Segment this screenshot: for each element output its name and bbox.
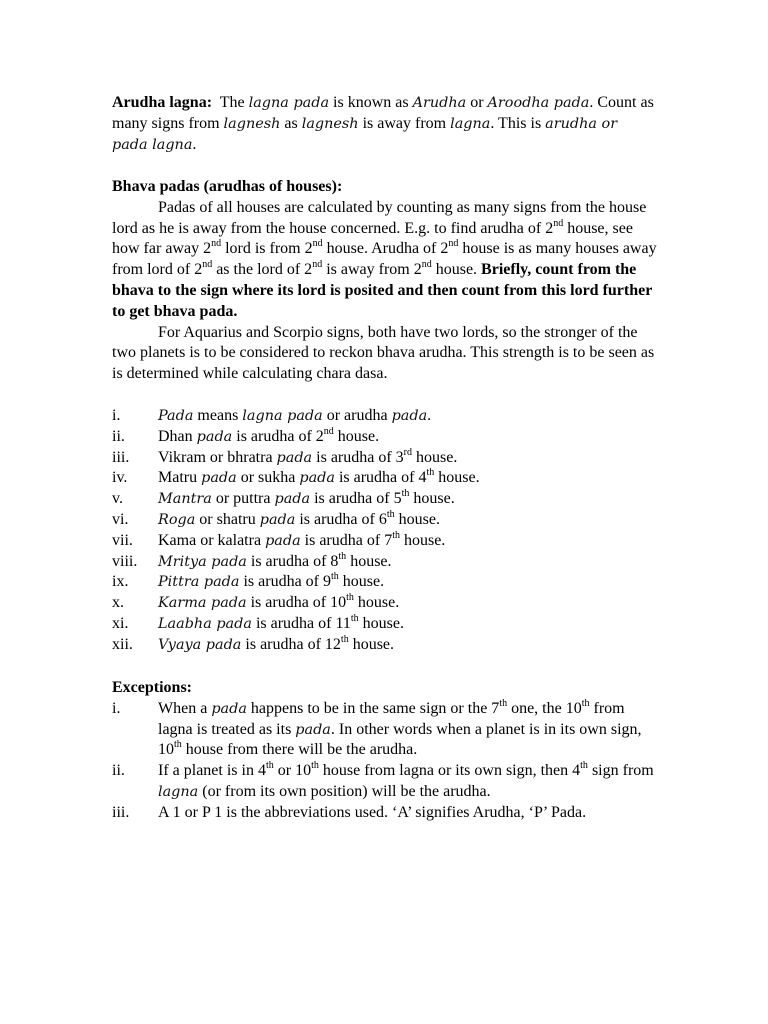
bhava-padas-heading: Bhava padas (arudhas of houses): [112,178,343,195]
list-number: iii. [112,803,130,821]
list-number: viii. [112,552,138,570]
text: is arudha of 12 [241,635,341,653]
pada-list-item [112,406,657,427]
italic-term: lagna [158,783,199,800]
text: one, the 10 [507,699,582,717]
text: sign from [587,762,654,780]
text: . This is [490,114,542,132]
list-number: xi. [112,614,129,632]
text: is arudha of 3 [312,448,404,466]
italic-term: lagnesh [223,115,281,132]
text: or shatru [195,510,260,528]
bhava-padas-summary: Briefly, count from the bhava to the sign where its lord is posited and then count from this lord further to get bhava pada. [112,261,653,320]
text: Matru [158,469,202,487]
text: When a [158,699,212,717]
text: is arudha of 10 [246,594,347,612]
superscript: nd [312,238,323,250]
italic-term: pada [295,721,331,738]
italic-term: Karma pada [158,595,247,612]
text: house. Arudha of 2 [322,240,449,258]
superscript: th [392,529,400,541]
list-number: vi. [112,510,129,528]
exceptions-section [112,678,657,824]
italic-term: pada [259,511,296,528]
italic-term: pada [274,491,311,508]
text: as [284,114,298,132]
exception-item [112,803,657,824]
text: or arudha [322,407,392,424]
superscript: th [340,633,349,645]
list-number: i. [112,699,121,717]
pada-list-item [112,593,657,614]
italic-term: Mritya pada [158,553,247,570]
italic-term: Pittra pada [158,574,240,591]
text: house. [412,448,458,466]
text: as the lord of 2 [212,261,313,279]
superscript: th [401,488,410,500]
pada-list-item [112,635,657,656]
text: happens to be in the same sign or the 7 [246,699,500,717]
pada-list-item [112,510,657,531]
italic-term: pada [391,408,428,424]
italic-term: Roga [158,511,196,528]
italic-term: pada [276,449,313,466]
superscript: th [581,697,590,709]
text: house from there will be the arudha. [181,741,418,759]
text: is arudha of 11 [251,614,351,632]
pada-list-item [112,427,657,448]
pada-list-item [112,552,657,573]
exception-item [112,699,657,761]
list-number: vii. [112,531,133,549]
superscript: th [350,612,359,624]
text: is arudha of 2 [232,427,324,445]
exceptions-list [112,699,657,824]
text: A 1 or P 1 is the abbreviations used. ‘A’ signifies Arudha, ‘P’ Pada. [158,803,587,821]
text: house. [353,594,400,612]
text: or sukha [236,469,300,487]
superscript: nd [448,238,459,250]
text: house, see how far away 2 [112,219,633,258]
text: is arudha of 9 [239,573,331,591]
italic-term: Vyaya pada [158,636,242,653]
text: . [192,135,197,153]
italic-term: lagna [450,115,491,132]
superscript: th [338,550,347,562]
pada-list-item [112,572,657,593]
text: If a planet is in 4 [158,762,266,780]
list-number: ii. [112,427,125,445]
pada-list-item [112,531,657,552]
list-number: v. [112,490,123,508]
superscript: th [174,739,182,751]
superscript: th [346,592,354,604]
italic-term: pada [196,428,233,445]
superscript: rd [403,446,413,458]
text: lord is from 2 [221,240,313,258]
text: is arudha of 5 [310,490,402,508]
superscript: nd [312,259,323,271]
pada-list-item [112,468,657,489]
text: house. [394,510,440,528]
italic-term: Laabha pada [158,615,252,632]
exception-item [112,761,657,803]
padas-list-block [112,406,657,656]
superscript: th [331,571,339,583]
text: or 10 [273,762,312,780]
italic-term: pada [299,470,335,487]
list-number: ii. [112,762,125,780]
superscript: th [426,467,435,479]
text: house. [409,490,455,508]
list-number: ix. [112,573,129,591]
bhava-padas-section [112,177,657,385]
italic-term: lagna pada [242,408,323,424]
text: house. [399,531,446,549]
italic-term: Aroodha pada [487,95,590,111]
text: house. [431,261,478,279]
text: is away from 2 [322,261,422,279]
text: house. [434,469,480,487]
list-number: x. [112,594,124,612]
text: or [470,94,484,111]
list-number: iii. [112,448,130,466]
italic-term: Pada [158,408,194,424]
aquarius-scorpio-paragraph: For Aquarius and Scorpio signs, both have two lords, so the stronger of the two planets is to be considered to reckon bhava arudha. This strength is to be seen as is determined while calculating chara dasa. [112,323,655,383]
text: . [589,94,594,111]
text: . In other words when a planet is in its own sign, 10 [158,720,642,759]
text: Padas of all houses are calculated by counting as many signs from the house lord as he is away from the house concerned. E.g. to find arudha of 2 [112,198,647,237]
list-number: xii. [112,635,133,653]
pada-list-item [112,614,657,635]
arudha-lagna-paragraph [112,93,657,155]
italic-term: Mantra [158,491,212,508]
italic-term: pada [201,470,237,487]
superscript: nd [323,425,334,437]
superscript: nd [421,259,432,271]
text: Dhan [158,427,197,445]
text: house. [333,427,380,445]
italic-term: arudha or pada lagna [112,115,618,153]
text: Vikram or bhratra [158,448,277,466]
text: is arudha of 4 [334,469,427,487]
text: house from lagna or its own sign, then 4 [318,762,581,780]
superscript: th [499,697,508,709]
superscript: nd [211,238,222,250]
superscript: nd [202,259,213,271]
text: Kama or kalatra [158,531,266,549]
superscript: th [311,760,319,772]
list-number: iv. [112,469,128,487]
text: house is as many houses away from lord of 2 [112,240,657,279]
pada-list-item [112,448,657,469]
text: is away from [362,114,447,132]
italic-term: lagnesh [301,115,359,132]
superscript: nd [553,217,564,229]
padas-list [112,406,657,656]
arudha-lagna-heading: Arudha lagna: [112,94,213,111]
text: is arudha of 6 [295,510,387,528]
italic-term: pada [265,532,301,549]
superscript: th [386,508,395,520]
text: is arudha of 8 [246,552,339,570]
italic-term: lagna pada [248,95,330,111]
superscript: th [265,760,274,772]
text: or puttra [211,490,275,508]
text: means [193,407,243,424]
italic-term: Arudha [412,95,467,111]
exceptions-heading: Exceptions: [112,679,192,696]
text: is known as [333,94,409,111]
text: house. [348,635,395,653]
text: Count as many signs from [112,94,654,132]
text: is arudha of 7 [300,531,393,549]
bhava-padas-paragraph [112,198,657,323]
text: house. [338,573,385,591]
text: The [219,94,245,111]
superscript: th [580,760,588,772]
text: . [427,407,432,424]
pada-list-item [112,489,657,510]
text: house. [358,614,404,632]
text: house. [346,552,392,570]
text: (or from its own position) will be the arudha. [198,782,491,800]
italic-term: pada [211,700,247,717]
list-number: i. [112,407,121,424]
text: from lagna is treated as its [158,699,625,738]
